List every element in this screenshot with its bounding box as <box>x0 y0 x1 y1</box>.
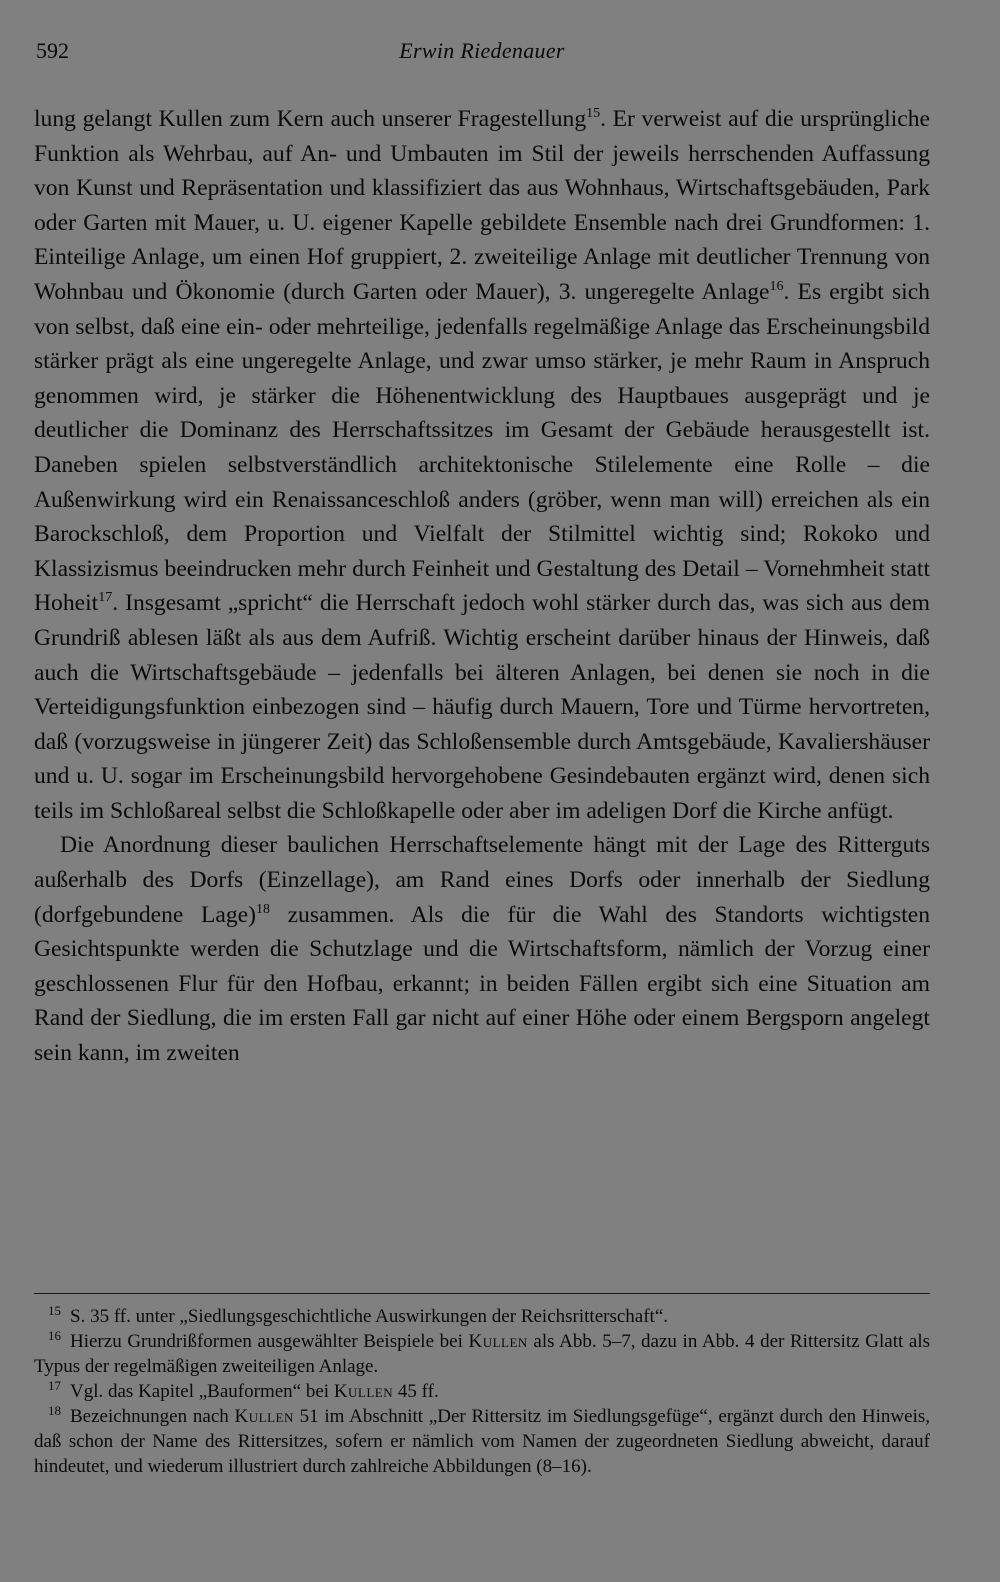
page-number: 592 <box>36 38 69 63</box>
footnote-15 <box>34 1304 930 1329</box>
footnote-17 <box>34 1379 930 1404</box>
footnote-text: 51 im Abschnitt „Der Rittersitz im Siedlungsgefüge“, ergänzt durch den Hinweis, daß schon der Name des Rittersitzes, sofern er nämlich vom Namen der zugeordneten Siedlung abweicht, darauf hindeutet, und wiederum illustriert durch zahlreiche Abbildungen (8–16). <box>34 1406 931 1477</box>
main-text <box>34 102 930 1071</box>
running-title: Erwin Riedenauer <box>399 38 565 63</box>
footnote-text: Hierzu Grundrißformen ausgewählter Beispiele bei <box>70 1331 469 1352</box>
paragraph-1 <box>34 102 930 828</box>
author-citation: Kullen <box>333 1381 394 1402</box>
footnote-ref-17: 17 <box>98 590 113 606</box>
footnote-separator <box>34 1293 930 1294</box>
paragraph-1-text-c: . Es ergibt sich von selbst, daß eine ein- oder mehrteilige, jedenfalls regelmäßige Anlage das Erscheinungsbild stärker prägt als eine ungeregelte Anlage, und zwar umso stärker, je mehr Raum in Anspruch genommen wird, je stärker die Höhenentwicklung des Hauptbaues ausgeprägt und je deutlicher die Dominanz des Herrschaftssitzes im Gesamt der Gebäude herausgestellt ist. Daneben spielen selbstverständlich architektonische Stilelemente eine Rolle – die Außenwirkung wird ein Renaissanceschloß anders (gröber, wenn man will) erreichen als ein Barockschloß, dem Proportion und Vielfalt der Stilmittel wichtig sind; Rokoko und Klassizismus beeindrucken mehr durch Feinheit und Gestaltung des Detail – Vornehmheit statt Hoheit <box>34 278 930 617</box>
footnote-text: S. 35 ff. unter „Siedlungsgeschichtliche Auswirkungen der Reichsritterschaft“. <box>70 1306 668 1327</box>
paragraph-2-text-a: Die Anordnung dieser baulichen Herrschaftselemente hängt mit der Lage des Ritterguts außerhalb des Dorfs (Einzellage), am Rand eines Dorfs oder innerhalb der Siedlung (dorfgebundene Lage) <box>34 832 930 928</box>
footnote-text: Vgl. das Kapitel „Bauformen“ bei <box>70 1381 334 1402</box>
footnote-16 <box>34 1329 930 1379</box>
paragraph-1-text-d: . Insgesamt „spricht“ die Herrschaft jedoch wohl stärker durch das, was sich aus dem Grundriß ablesen läßt als aus dem Aufriß. Wichtig erscheint darüber hinaus der Hinweis, daß auch die Wirtschaftsgebäude – jedenfalls bei älteren Anlagen, bei denen sie noch in die Verteidigungsfunktion einbezogen sind – häufig durch Mauern, Tore und Türme hervortreten, daß (vorzugsweise in jüngerer Zeit) das Schloßensemble durch Amtsgebäude, Kavaliershäuser und u. U. sogar im Erscheinungsbild hervorgehobene Gesindebauten ergänzt wird, denen sich teils im Schloßareal selbst die Schloßkapelle oder aber im adeligen Dorf die Kirche anfügt. <box>34 590 930 824</box>
author-citation: Kullen <box>468 1331 528 1352</box>
footnote-text: 45 ff. <box>393 1381 439 1402</box>
footnote-ref-15: 15 <box>586 106 601 121</box>
footnote-18 <box>34 1404 930 1479</box>
footnote-number: 18 <box>48 1403 61 1418</box>
footnote-text: Bezeichnungen nach <box>70 1406 235 1427</box>
footnote-text: als Abb. 5–7, dazu in Abb. 4 der Rittersitz Glatt als Typus der regelmäßigen zweiteiligen Anlage. <box>34 1331 930 1377</box>
paragraph-2 <box>34 828 930 1070</box>
paragraph-1-text-a: lung gelangt Kullen zum Kern auch unserer Fragestellung <box>34 106 587 132</box>
author-citation: Kullen <box>234 1406 294 1427</box>
footnote-number: 17 <box>48 1378 61 1393</box>
paragraph-1-text-b: . Er verweist auf die ursprüngliche Funktion als Wehrbau, auf An- und Umbauten im Stil der jeweils herrschenden Auffassung von Kunst und Repräsentation und klassifiziert das aus Wohnhaus, Wirtschaftsgebäuden, Park oder Garten mit Mauer, u. U. eigener Kapelle gebildete Ensemble nach drei Grundformen: 1. Einteilige Anlage, um einen Hof gruppiert, 2. zweiteilige Anlage mit deutlicher Trennung von Wohnbau und Ökonomie (durch Garten oder Mauer), 3. ungeregelte Anlage <box>34 106 930 305</box>
footnote-number: 15 <box>48 1303 61 1318</box>
paragraph-2-text-b: zusammen. Als die für die Wahl des Standorts wichtigsten Gesichtspunkte werden die Schutzlage und die Wirtschaftsform, nämlich der Vorzug einer geschlossenen Flur für den Hofbau, erkannt; in beiden Fällen ergibt sich eine Situation am Rand der Siedlung, die im ersten Fall gar nicht auf einer Höhe oder einem Bergsporn angelegt sein kann, im zweiten <box>34 901 930 1067</box>
footnote-ref-18: 18 <box>255 901 270 917</box>
footnotes <box>34 1304 930 1479</box>
footnote-ref-16: 16 <box>769 278 784 294</box>
book-page <box>34 0 930 1582</box>
footnote-number: 16 <box>48 1328 61 1343</box>
running-head <box>34 38 930 68</box>
